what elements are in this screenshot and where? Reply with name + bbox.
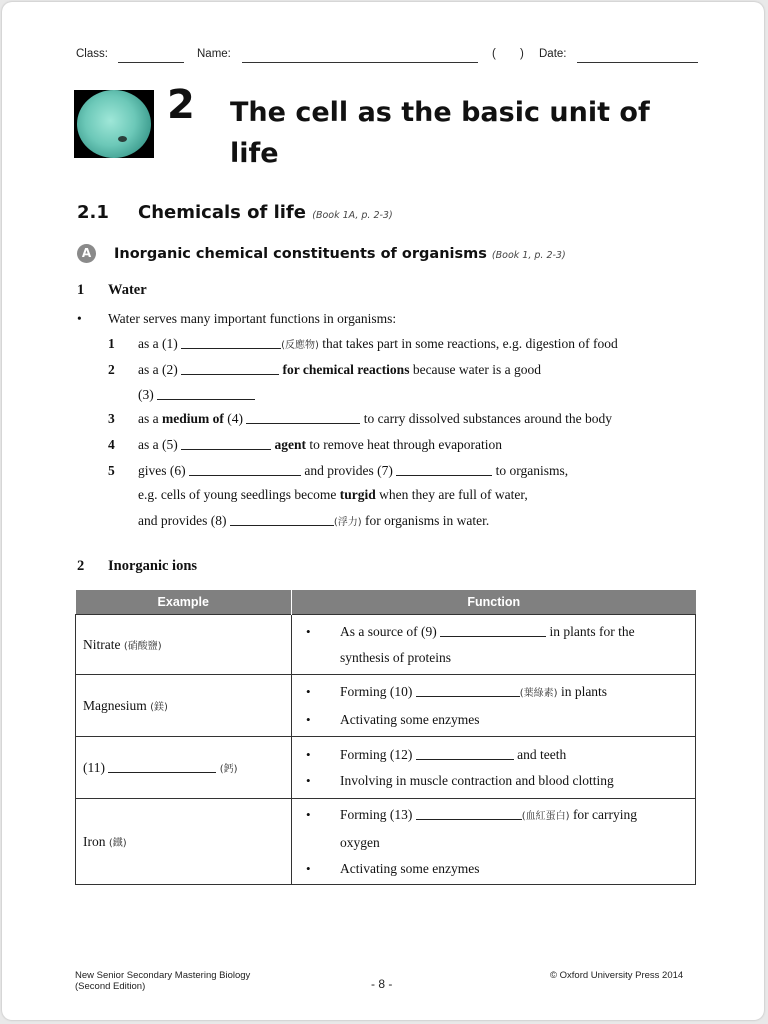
ions-title: Inorganic ions [108,558,198,574]
water-intro: Water serves many important functions in organisms: [108,311,397,326]
name-field[interactable] [242,62,478,63]
class-number-close: ) [520,48,524,60]
item-text: that takes part in some reactions, e.g. digestion of food [322,336,618,351]
chinese-term: (鐵) [108,837,127,849]
item-text: gives (6) [138,463,186,478]
section-number: 2.1 [77,202,109,223]
item-text: Involving in muscle contraction and blood clotting [340,772,614,788]
item-number: 2 [108,362,115,377]
function-item [292,707,695,733]
student-info-header [74,48,698,66]
date-label: Date: [539,48,567,60]
function-item [292,619,695,671]
bullet: • [77,311,82,326]
chinese-term: (葉綠素) [519,687,558,699]
name-label: Name: [197,48,231,60]
item-text: Forming (10) [340,683,413,699]
item-text: synthesis of proteins [340,649,451,665]
blank-9[interactable] [440,635,546,637]
blank-12[interactable] [416,758,514,760]
item-text: when they are full of water, [379,487,528,502]
item-number: 3 [108,411,115,426]
water-title: Water [108,282,147,298]
water-item-4 [138,437,502,453]
blank-4[interactable] [246,422,360,424]
bold-term: agent [274,437,306,452]
item-text: oxygen [340,834,380,850]
chinese-term: (硝酸鹽) [123,640,162,652]
chapter-title: The cell as the basic unit of life [230,97,650,169]
item-text: (4) [227,411,243,426]
copyright: © Oxford University Press 2014 [550,970,684,981]
bold-term: medium of [162,411,224,426]
item-text: as a (2) [138,362,178,377]
water-item-3 [138,411,612,427]
blank-10[interactable] [416,695,520,697]
item-text: to remove heat through evaporation [309,437,503,452]
book-line-2: (Second Edition) [75,981,146,992]
item-number: 1 [108,336,115,351]
item-text: as a (1) [138,336,178,351]
water-item-5-cont [138,513,489,529]
item-text: and teeth [517,746,567,762]
bold-term: for chemical reactions [282,362,410,377]
blank-8[interactable] [230,524,334,526]
book-line-1: New Senior Secondary Mastering Biology [75,970,251,981]
cell-disc [77,90,151,158]
example-cell [76,675,292,737]
subsection-heading [77,244,566,263]
item-text: Activating some enzymes [340,711,480,727]
item-text: Activating some enzymes [340,860,480,876]
cell-nucleus [118,136,127,142]
item-text: for carrying [572,806,638,822]
blank-5[interactable] [181,448,271,450]
chinese-term: (鎂) [150,701,168,713]
item-text: e.g. cells of young seedlings become [138,487,337,502]
table-row [76,615,696,675]
item-text: As a source of (9) [340,623,437,639]
item-text: as a (5) [138,437,178,452]
chapter-number: 2 [167,82,195,128]
example-cell [76,799,292,885]
bold-term: turgid [339,487,376,502]
blank-3[interactable] [157,398,255,400]
subsection-book-ref: (Book 1, p. 2-3) [491,250,566,261]
chinese-term: (血紅蛋白) [521,810,570,822]
function-item [292,679,695,707]
page-number: - 8 - [371,977,393,991]
item-number: 4 [108,437,115,452]
item-text: and provides (7) [304,463,393,478]
blank-7[interactable] [396,474,492,476]
blank-6[interactable] [189,474,301,476]
ions-number: 2 [77,558,85,574]
function-item [292,856,695,882]
function-cell [292,675,696,737]
column-header-example: Example [76,590,292,615]
water-item-5-example [138,487,528,503]
date-field[interactable] [577,62,698,63]
function-cell [292,799,696,885]
table-header-row [76,590,696,615]
section-heading [77,202,393,223]
example-text: Magnesium [83,697,147,713]
class-number-open: ( [492,48,496,60]
item-text: as a [138,411,159,426]
item-text: Forming (13) [340,806,413,822]
subsection-badge: A [77,244,96,263]
example-cell [76,737,292,799]
blank-11[interactable] [108,771,216,773]
function-item [292,768,695,794]
item-text: to carry dissolved substances around the body [363,411,612,426]
item-text: Forming (12) [340,746,413,762]
table-row [76,799,696,885]
item-text: to organisms, [495,463,569,478]
water-item-1 [138,336,618,352]
function-cell [292,737,696,799]
footer-book-title [75,970,250,992]
table-row [76,737,696,799]
example-text: Nitrate [83,636,121,652]
subsection-title: Inorganic chemical constituents of organisms [114,246,487,262]
column-header-function: Function [292,590,696,615]
chinese-term: (反應物) [281,340,319,351]
cell-micrograph-image [74,90,154,158]
function-item [292,742,695,768]
item-text: and provides (8) [138,513,227,528]
item-text: because water is a good [412,362,542,377]
class-label: Class: [76,48,108,60]
water-item-5 [138,463,568,479]
function-cell [292,615,696,675]
item-number: 5 [108,463,115,478]
example-text: Iron [83,833,106,849]
water-item-2 [138,362,541,378]
example-text: (11) [83,759,105,775]
section-title: Chemicals of life [138,202,306,223]
function-item [292,802,695,856]
chinese-term: (鈣) [219,763,238,775]
example-cell [76,615,292,675]
item-text: in plants for the [549,623,635,639]
chinese-term: (浮力) [333,517,362,528]
blank-13[interactable] [416,818,522,820]
water-number: 1 [77,282,85,298]
blank-2[interactable] [181,373,279,375]
item-text: for organisms in water. [365,513,490,528]
blank-1[interactable] [181,347,281,349]
table-row [76,675,696,737]
item-text: in plants [560,683,608,699]
class-field[interactable] [118,62,184,63]
worksheet-page [2,2,764,1020]
water-item-2-cont [138,387,255,403]
item-text: (3) [138,387,154,402]
section-book-ref: (Book 1A, p. 2-3) [312,210,393,221]
inorganic-ions-table [75,590,696,885]
